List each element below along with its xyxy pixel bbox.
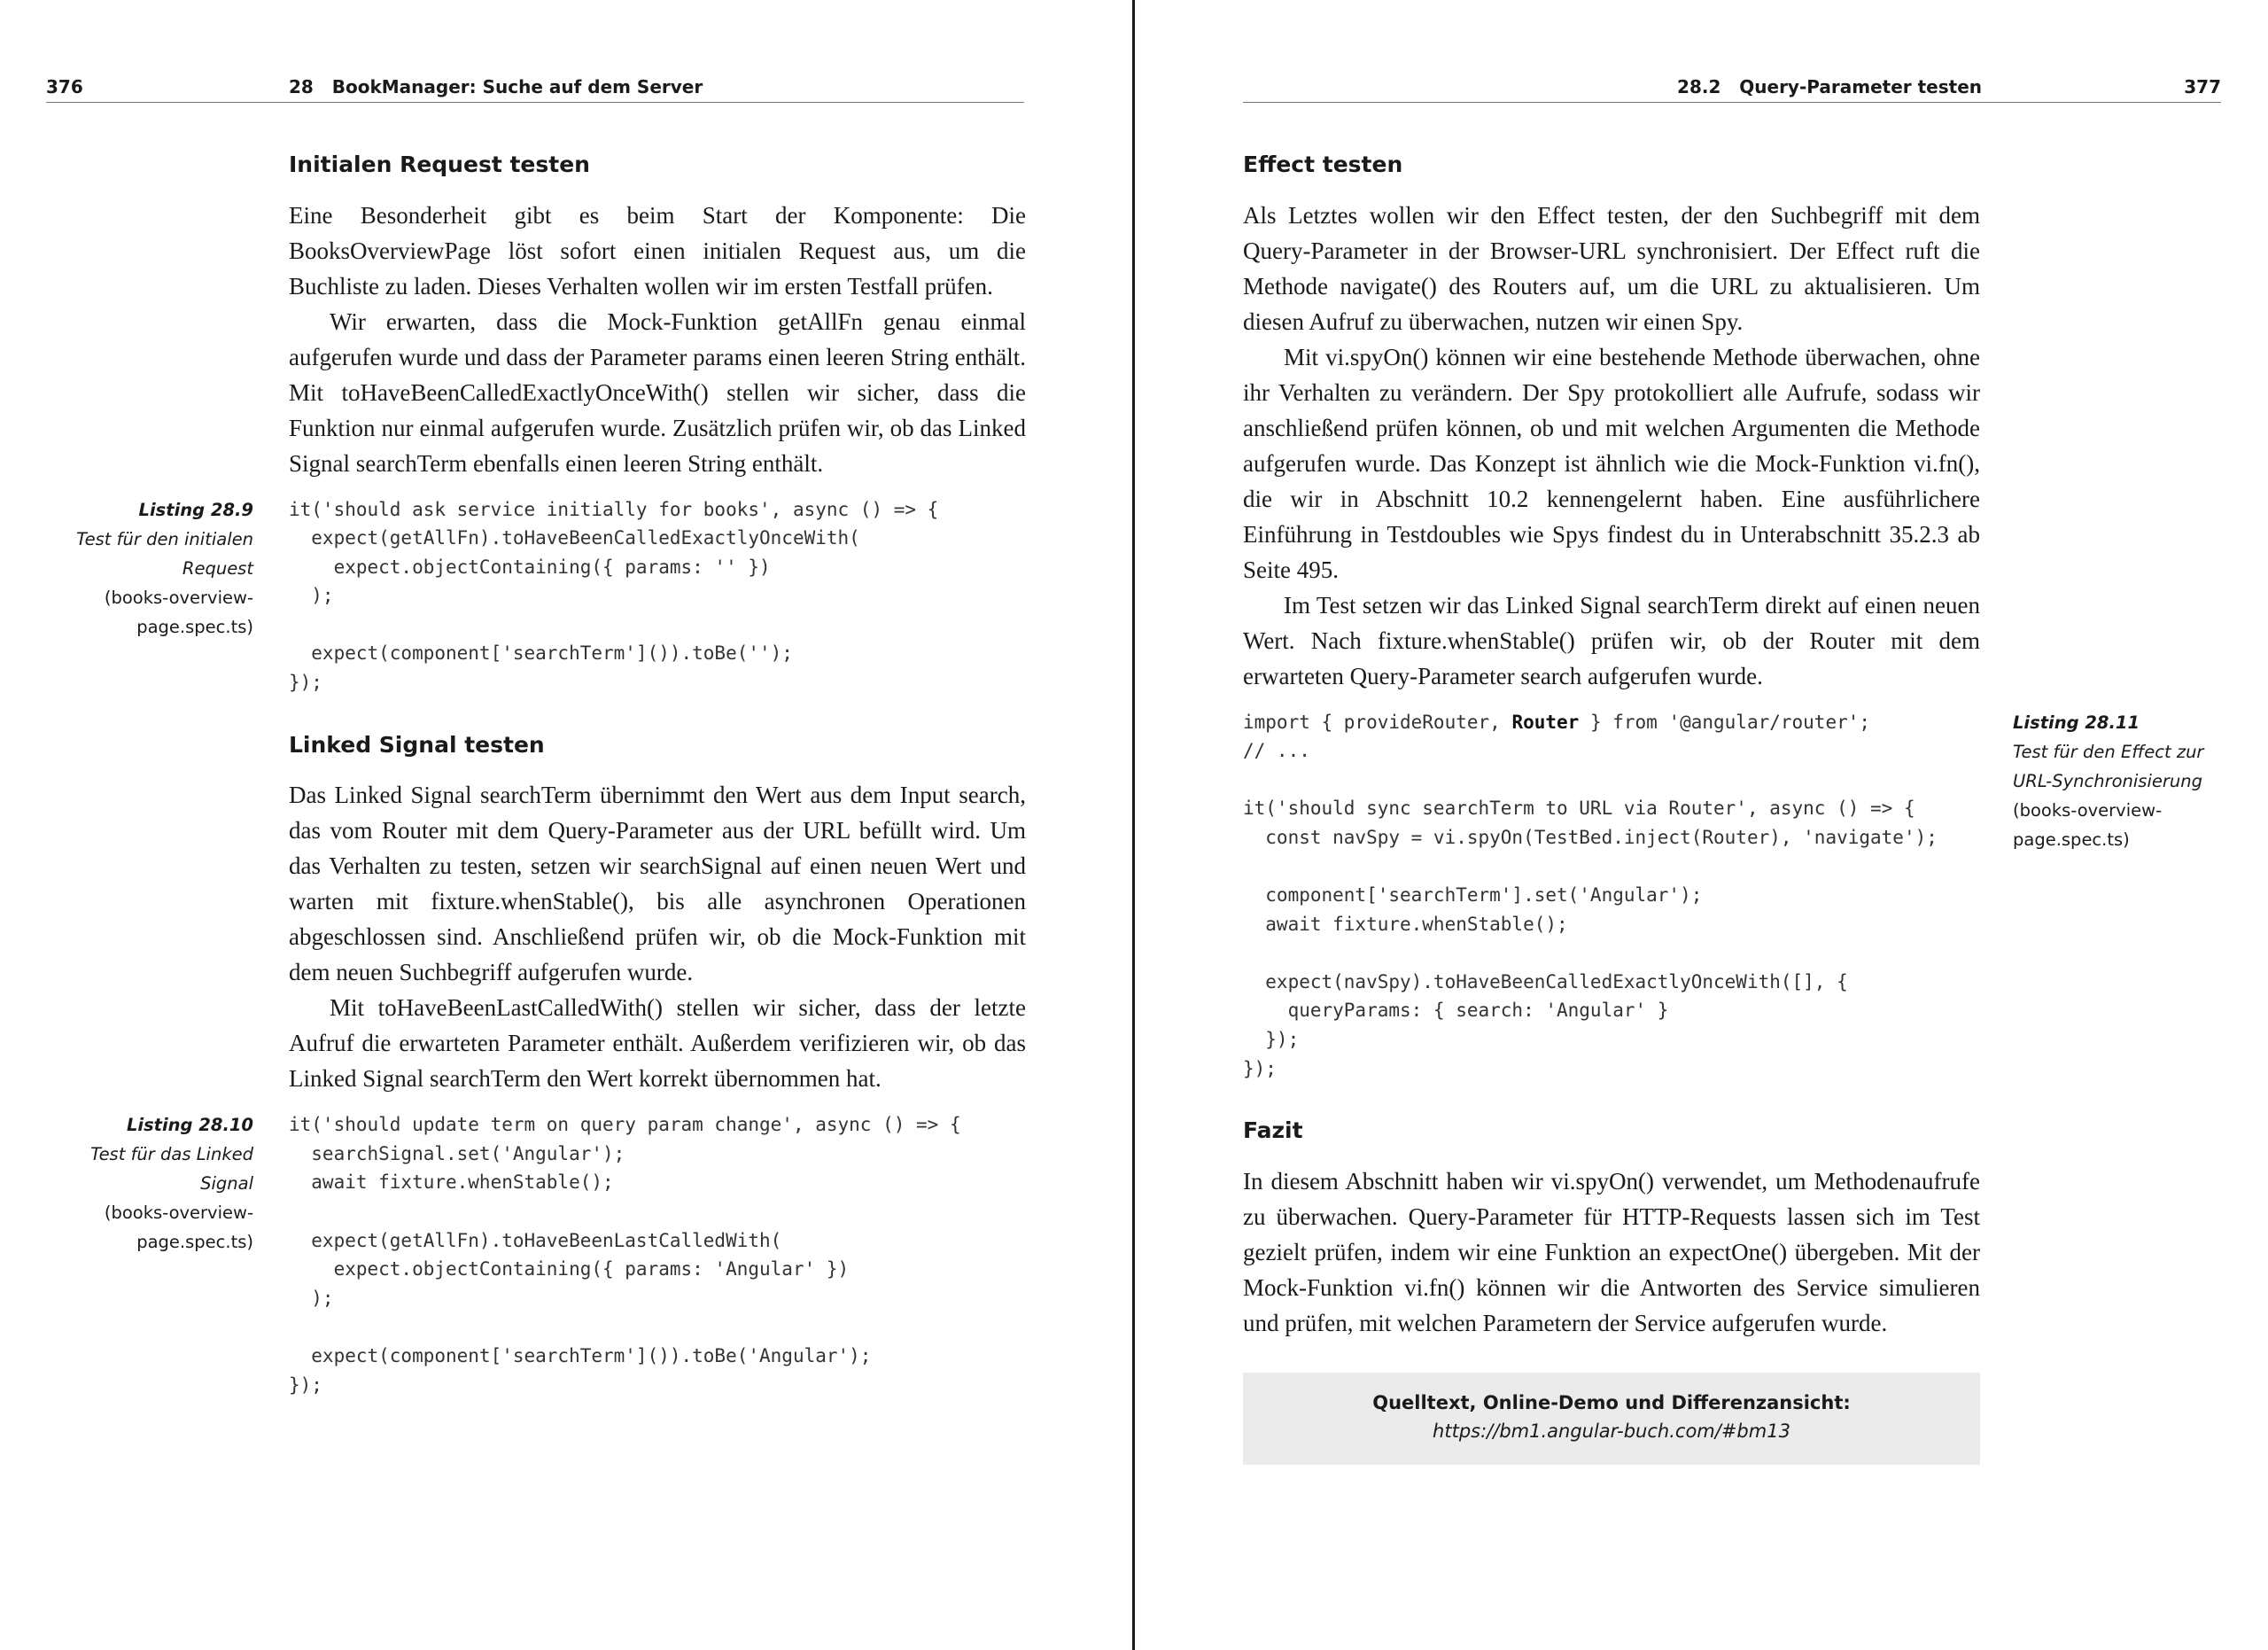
code-block: it('should ask service initially for books', async () => { expect(getAllFn).toHaveBeenCalledExactlyOnceWith( expect.objectContaining({ params: '' }) ); expect(component['searchTerm']()).toBe(''); }); xyxy=(289,498,939,694)
running-head-right xyxy=(1243,74,2221,103)
paragraph: Mit toHaveBeenLastCalledWith() stellen wir sicher, dass der letzte Aufruf die erwarteten Parameter enthält. Außerdem verifizieren wir, ob das Linked Signal searchTerm den Wert korrekt übernommen hat. xyxy=(289,994,1026,1093)
header-rule xyxy=(46,102,1024,103)
code-keyword-bold: Router xyxy=(1511,711,1580,733)
listing-file: (books-overview-page.spec.ts) xyxy=(104,587,253,637)
section-heading: Effect testen xyxy=(1243,152,1403,177)
listing-title: Test für das Linked Signal xyxy=(90,1144,253,1195)
source-box-url[interactable]: https://bm1.angular-buch.com/#bm13 xyxy=(1433,1420,1790,1442)
code-listing xyxy=(76,495,1026,697)
paragraph: Das Linked Signal searchTerm übernimmt den Wert aus dem Input search, das vom Router mit dem Query-Parameter aus der URL befüllt wird. Um das Verhalten zu testen, setzen wir searchSignal auf einen neuen Wert und warten mit fixture.whenStable(), bis alle asynchronen Operationen abgeschlossen sind. Anschließend prüfen wir, ob die Mock-Funktion mit dem neuen Suchbegriff aufgerufen wurde. xyxy=(289,782,1026,986)
section-linked-signal xyxy=(90,731,1026,1399)
section-effect xyxy=(1243,151,2204,1083)
header-rule xyxy=(1243,102,2221,103)
section-title: 28.2 Query-Parameter testen xyxy=(1677,76,1982,97)
code-listing xyxy=(1243,708,2204,1084)
left-text-column xyxy=(76,151,1026,1399)
section-heading: Fazit xyxy=(1243,1117,1303,1144)
code-text: import { provideRouter, xyxy=(1243,711,1512,733)
listing-title: Test für den Effect zur URL-Synchronisierung xyxy=(2013,741,2204,791)
right-page xyxy=(1136,0,2268,1650)
paragraph: Im Test setzen wir das Linked Signal searchTerm direkt auf einen neuen Wert. Nach fixture.whenStable() prüfen wir, ob der Router mit dem erwarteten Query-Parameter search aufgerufen wurde. xyxy=(1243,591,1980,689)
listing-label: Listing 28.9 xyxy=(138,499,253,520)
paragraph: Eine Besonderheit gibt es beim Start der Komponente: Die BooksOverviewPage löst sofort einen initialen Request aus, um die Buchliste zu laden. Dieses Verhalten wollen wir im ersten Testfall prüfen. xyxy=(289,201,1026,300)
paragraph: Als Letztes wollen wir den Effect testen, der den Suchbegriff mit dem Query-Parameter in der Browser-URL synchronisiert. Der Effect ruft die Methode navigate() des Routers auf, um die URL zu aktualisieren. Um diesen Aufruf zu überwachen, nutzen wir einen Spy. xyxy=(1243,201,1980,335)
book-spine-divider xyxy=(1132,0,1135,1650)
left-page xyxy=(0,0,1132,1650)
paragraph: Mit vi.spyOn() können wir eine bestehende Methode überwachen, ohne ihr Verhalten zu verändern. Der Spy protokolliert alle Aufrufe, sodass wir anschließend prüfen können, ob und mit welchen Argumenten die Methode aufgerufen wurde. Das Konzept ist ähnlich wie die Mock-Funktion vi.fn(), die wir in Abschnitt 10.2 kennengelernt haben. Eine ausführlichere Einführung in Testdoubles wie Spys findest du in Unterabschnitt 35.2.3 ab Seite 495. xyxy=(1243,343,1980,583)
code-block xyxy=(1243,708,1980,1084)
listing-label: Listing 28.10 xyxy=(126,1115,253,1136)
code-block: it('should update term on query param change', async () => { searchSignal.set('Angular'); await fixture.whenStable(); expect(getAllFn).toHaveBeenLastCalledWith( expect.objectContaining({ params: 'Angular' }) ); expect(component['searchTerm']()).toBe('Angular'); }); xyxy=(289,1114,961,1396)
code-text: // ... it('should sync searchTerm to URL via Router', async () => { const navSpy = vi.spyOn(TestBed.inject(Router), 'navigate'); component['searchTerm'].set('Angular'); await fixture.whenStable(); expect(navSpy).toHaveBeenCalledExactlyOnceWith([], { queryParams: { search: 'Angular' } }); }); xyxy=(1243,740,1938,1079)
listing-caption xyxy=(41,1110,253,1257)
right-text-column xyxy=(1243,151,2204,1465)
listing-label: Listing 28.11 xyxy=(2013,712,2140,733)
page-number-right: 377 xyxy=(2184,76,2221,97)
paragraph: In diesem Abschnitt haben wir vi.spyOn() verwendet, um Methodenaufrufe zu überwachen. Query-Parameter für HTTP-Requests lassen sich im Test gezielt prüfen, indem wir eine Funktion an expectOne() übergeben. Mit der Mock-Funktion vi.fn() können wir die Antworten des Service simulieren und prüfen, mit welchen Parametern der Service aufgerufen wurde. xyxy=(1243,1167,1980,1336)
running-head-left xyxy=(46,74,1024,103)
listing-caption xyxy=(41,495,253,642)
listing-file: (books-overview-page.spec.ts) xyxy=(104,1202,253,1253)
page-number-left: 376 xyxy=(46,76,83,97)
section-heading: Linked Signal testen xyxy=(289,731,545,758)
section-fazit xyxy=(1243,1117,1980,1341)
listing-file: (books-overview-page.spec.ts) xyxy=(2013,799,2163,850)
code-listing xyxy=(90,1110,1026,1399)
paragraph: Wir erwarten, dass die Mock-Funktion getAllFn genau einmal aufgerufen wurde und dass der Parameter params einen leeren String enthält. Mit toHaveBeenCalledExactlyOnceWith() stellen wir sicher, dass die Funktion nur einmal aufgerufen wurde. Zusätzlich prüfen wir, ob das Linked Signal searchTerm ebenfalls einen leeren String enthält. xyxy=(289,307,1026,477)
chapter-title: 28 BookManager: Suche auf dem Server xyxy=(289,76,703,97)
source-info-box xyxy=(1243,1373,1980,1465)
section-initial-request xyxy=(76,151,1026,697)
source-box-title: Quelltext, Online-Demo und Differenzansicht: xyxy=(1372,1391,1851,1413)
listing-caption xyxy=(2013,708,2234,854)
listing-title: Test für den initialen Request xyxy=(76,528,253,579)
section-heading: Initialen Request testen xyxy=(289,152,590,177)
code-text: } from '@angular/router'; xyxy=(1579,711,1871,733)
